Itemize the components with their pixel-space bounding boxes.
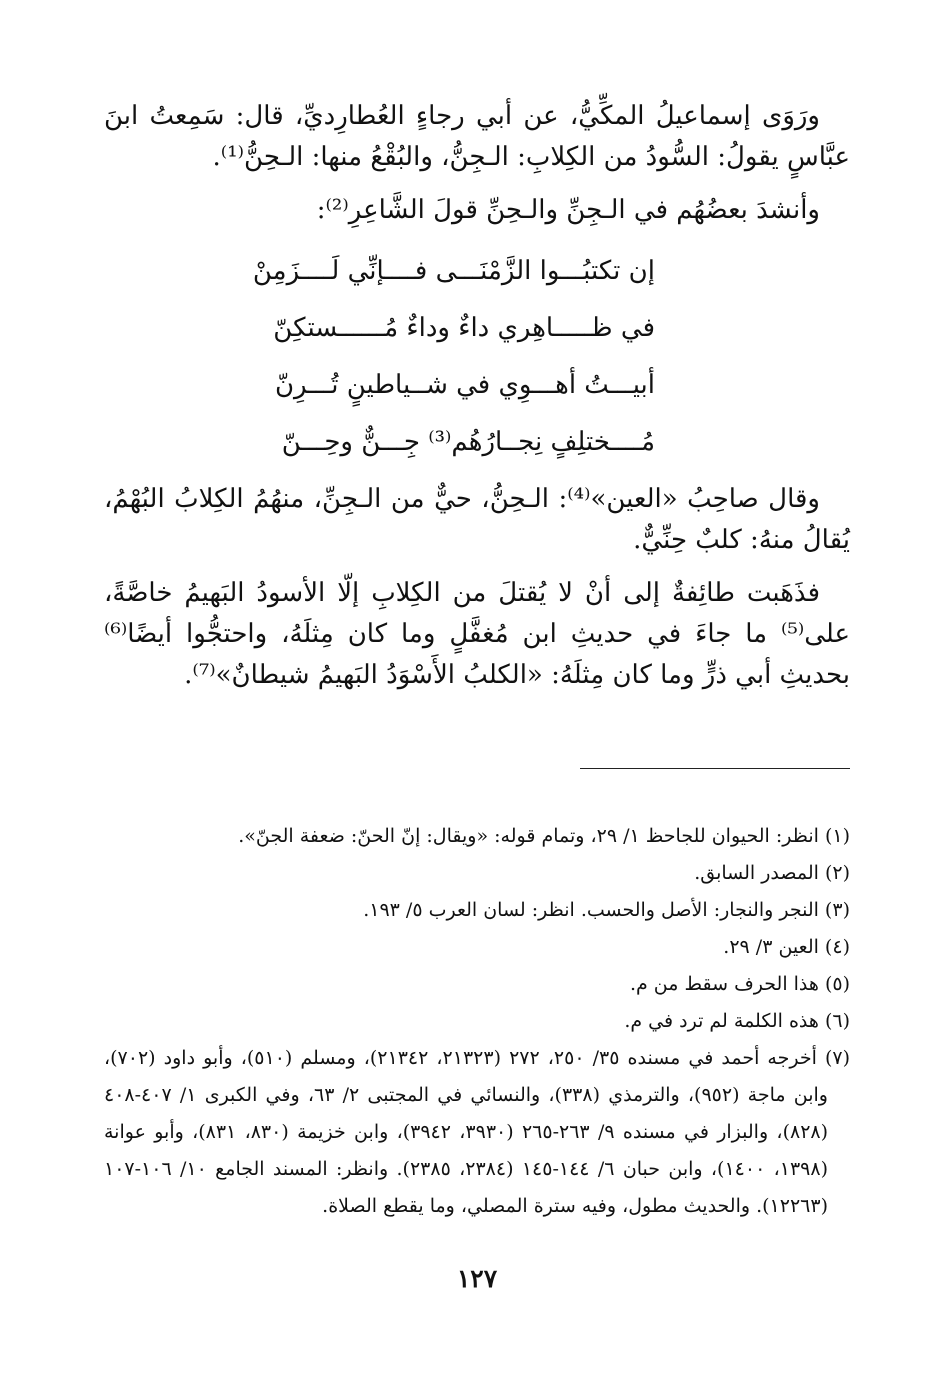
footnote: (٥) هذا الحرف سقط من م. <box>629 973 850 995</box>
footnote-separator <box>580 768 850 769</box>
footnote: (٦) هذه الكلمة لم ترد في م. <box>624 1010 850 1032</box>
footnote: (١) انظر: الحيوان للجاحظ ١/ ٢٩، وتمام قوله: «ويقال: إنّ الحنّ: ضعفة الجنّ». <box>238 825 850 847</box>
paragraph-poem-intro: وأنشدَ بعضُهُم في الـجِنِّ والـحِنِّ قولَ الشَّاعِرِ⁽²⁾: <box>316 195 820 225</box>
footnote: (٤) العين ٣/ ٢٩. <box>723 936 850 958</box>
footnote: (٢) المصدر السابق. <box>694 862 850 884</box>
footnotes <box>104 818 850 1225</box>
main-text <box>104 96 850 696</box>
paragraph-ibn-abbas: ورَوَى إسماعيلُ المكِّيُّ، عن أبي رجاءٍ العُطارِديِّ، قال: سَمِعتُ ابنَ عبَّاسٍ يقولُ: السُّودُ من الكِلابِ: الـجِنُّ، والبُقْعُ منها: الـحِنُّ⁽¹⁾. <box>104 101 850 172</box>
footnote: (٣) النجر والنجار: الأصل والحسب. انظر: لسان العرب ٥/ ١٩٣. <box>363 899 850 921</box>
book-page <box>104 96 850 1326</box>
poem-line: إن تكتبُـــوا الزَّمْنَـــى فــــإنِّي لَــــزَمِنْ <box>252 256 655 286</box>
paragraph-al-ayn: وقال صاحِبُ «العين»⁽⁴⁾: الـحِنُّ، حيٌّ من الـجِنِّ، منهُمُ الكِلابُ البُهْمُ، يُقالُ منهُ: كلبٌ حِنِّيٌّ. <box>104 484 850 555</box>
poem <box>252 243 671 471</box>
poem-line: مُــــختلِفٍ نِجــارُهُم⁽³⁾ جِـــنٌّ وحِـــنّ <box>281 427 655 457</box>
footnote: (٧) أخرجه أحمد في مسنده ٣٥/ ٢٥٠، ٢٧٢ (٢١٣٢٣، ٢١٣٤٢)، ومسلم (٥١٠)، وأبو داود (٧٠٢)، وابن ماجة (٩٥٢)، والترمذي (٣٣٨)، والنسائي في المجتبى ٢/ ٦٣، وفي الكبرى ١/ ٤٠٧-٤٠٨ (٨٢٨)، والبزار في مسنده ٩/ ٢٦٣-٢٦٥ (٣٩٣٠، ٣٩٤٢)، وابن خزيمة (٨٣٠، ٨٣١)، وأبو عوانة (١٣٩٨، ١٤٠٠)، وابن حبان ٦/ ١٤٤-١٤٥ (٢٣٨٤، ٢٣٨٥). وانظر: المسند الجامع ١٠/ ١٠٦-١٠٧ (١٢٢٦٣). والحديث مطول، وفيه سترة المصلي، وما يقطع الصلاة. <box>104 1047 851 1217</box>
poem-line: أبيـــتُ أهـــوِي في شــياطينٍ تُـــرِنّ <box>274 370 655 400</box>
paragraph-black-dog: فذَهَبت طائِفةٌ إلى أنْ لا يُقتلَ من الكِلابِ إلّا الأسودُ البَهيمُ خاصَّةً، على⁽⁵⁾ ما جاءَ في حديثِ ابن مُغفَّلٍ وما كان مِثلَهُ، واحتجُّوا أيضًا⁽⁶⁾ بحديثِ أبي ذرٍّ وما كان مِثلَهُ: «الكلبُ الأَسْوَدُ البَهيمُ شيطانٌ»⁽⁷⁾. <box>104 578 850 690</box>
poem-line: في ظـــــاهِري داءٌ وداءٌ مُــــــستكِنّ <box>273 313 655 343</box>
page-number: ١٢٧ <box>456 1264 498 1293</box>
